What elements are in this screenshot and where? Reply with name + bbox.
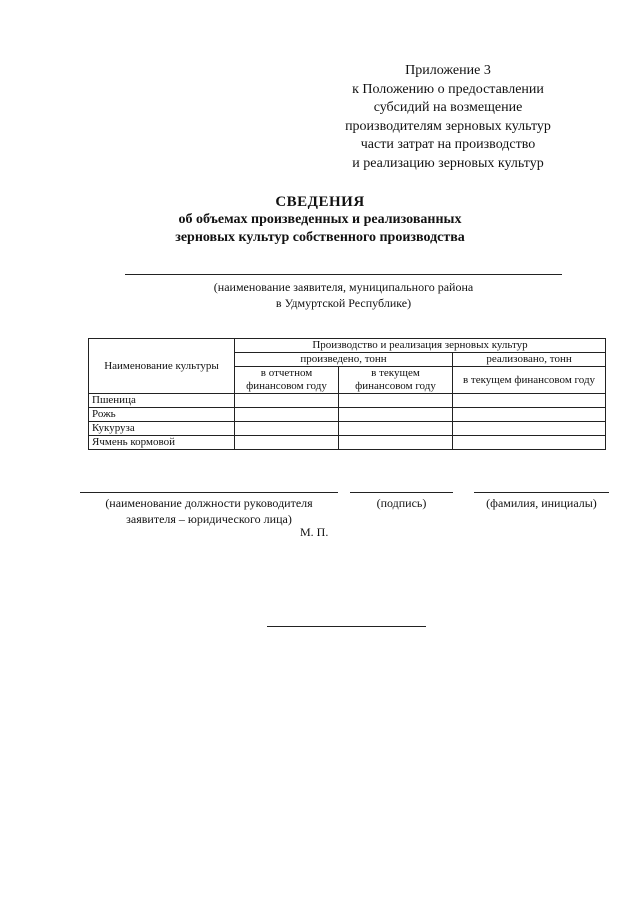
cell-produced-current[interactable] [339,408,453,422]
crop-name: Пшеница [89,394,235,408]
header-current-year: в текущем финансовом году [339,367,453,394]
header-crop: Наименование культуры [89,339,235,394]
annex-line: производителям зерновых культур [345,118,551,134]
applicant-caption-line: в Удмуртской Республике) [275,296,412,310]
name-caption: (фамилия, инициалы) [486,496,597,510]
applicant-name-line[interactable] [125,274,562,275]
position-caption-line: заявителя – юридического лица) [126,512,292,526]
footer-divider [267,626,426,627]
table-row [89,394,606,408]
header-current-year-sold: в текущем финансовом году [453,367,606,394]
title-main: СВЕДЕНИЯ [275,194,365,210]
cell-produced-reporting[interactable] [235,436,339,450]
applicant-caption-line: (наименование заявителя, муниципального района [213,280,474,294]
header-sold: реализовано, тонн [453,353,606,367]
crop-name: Кукуруза [89,422,235,436]
signature-line[interactable] [350,492,453,493]
cell-produced-reporting[interactable] [235,408,339,422]
cell-produced-current[interactable] [339,422,453,436]
cell-produced-current[interactable] [339,436,453,450]
applicant-caption [125,279,562,311]
cell-sold-current[interactable] [453,394,606,408]
grain-table [88,338,606,450]
position-caption [80,495,338,527]
position-caption-line: (наименование должности руководителя [105,496,313,510]
name-line[interactable] [474,492,609,493]
annex-header [298,62,598,173]
annex-line: к Положению о предоставлении [352,81,544,97]
header-group: Производство и реализация зерновых культур [235,339,606,353]
crop-name: Ячмень кормовой [89,436,235,450]
position-line[interactable] [80,492,338,493]
annex-line: субсидий на возмещение [373,100,523,115]
header-reporting-year: в отчетном финансовом году [235,367,339,394]
table-row [89,436,606,450]
document-title [0,193,640,247]
cell-produced-reporting[interactable] [235,422,339,436]
crop-name: Рожь [89,408,235,422]
cell-sold-current[interactable] [453,436,606,450]
table-row [89,408,606,422]
title-subtitle: зерновых культур собственного производства [175,230,465,245]
signature-caption: (подпись) [376,496,427,510]
annex-line: части затрат на производство [360,137,536,152]
stamp-placeholder: М. П. [300,525,329,539]
cell-sold-current[interactable] [453,422,606,436]
cell-sold-current[interactable] [453,408,606,422]
cell-produced-current[interactable] [339,394,453,408]
title-subtitle: об объемах произведенных и реализованных [178,212,462,227]
header-produced: произведено, тонн [235,353,453,367]
annex-line: и реализацию зерновых культур [352,155,544,171]
cell-produced-reporting[interactable] [235,394,339,408]
table-row [89,422,606,436]
annex-line: Приложение 3 [405,63,491,78]
